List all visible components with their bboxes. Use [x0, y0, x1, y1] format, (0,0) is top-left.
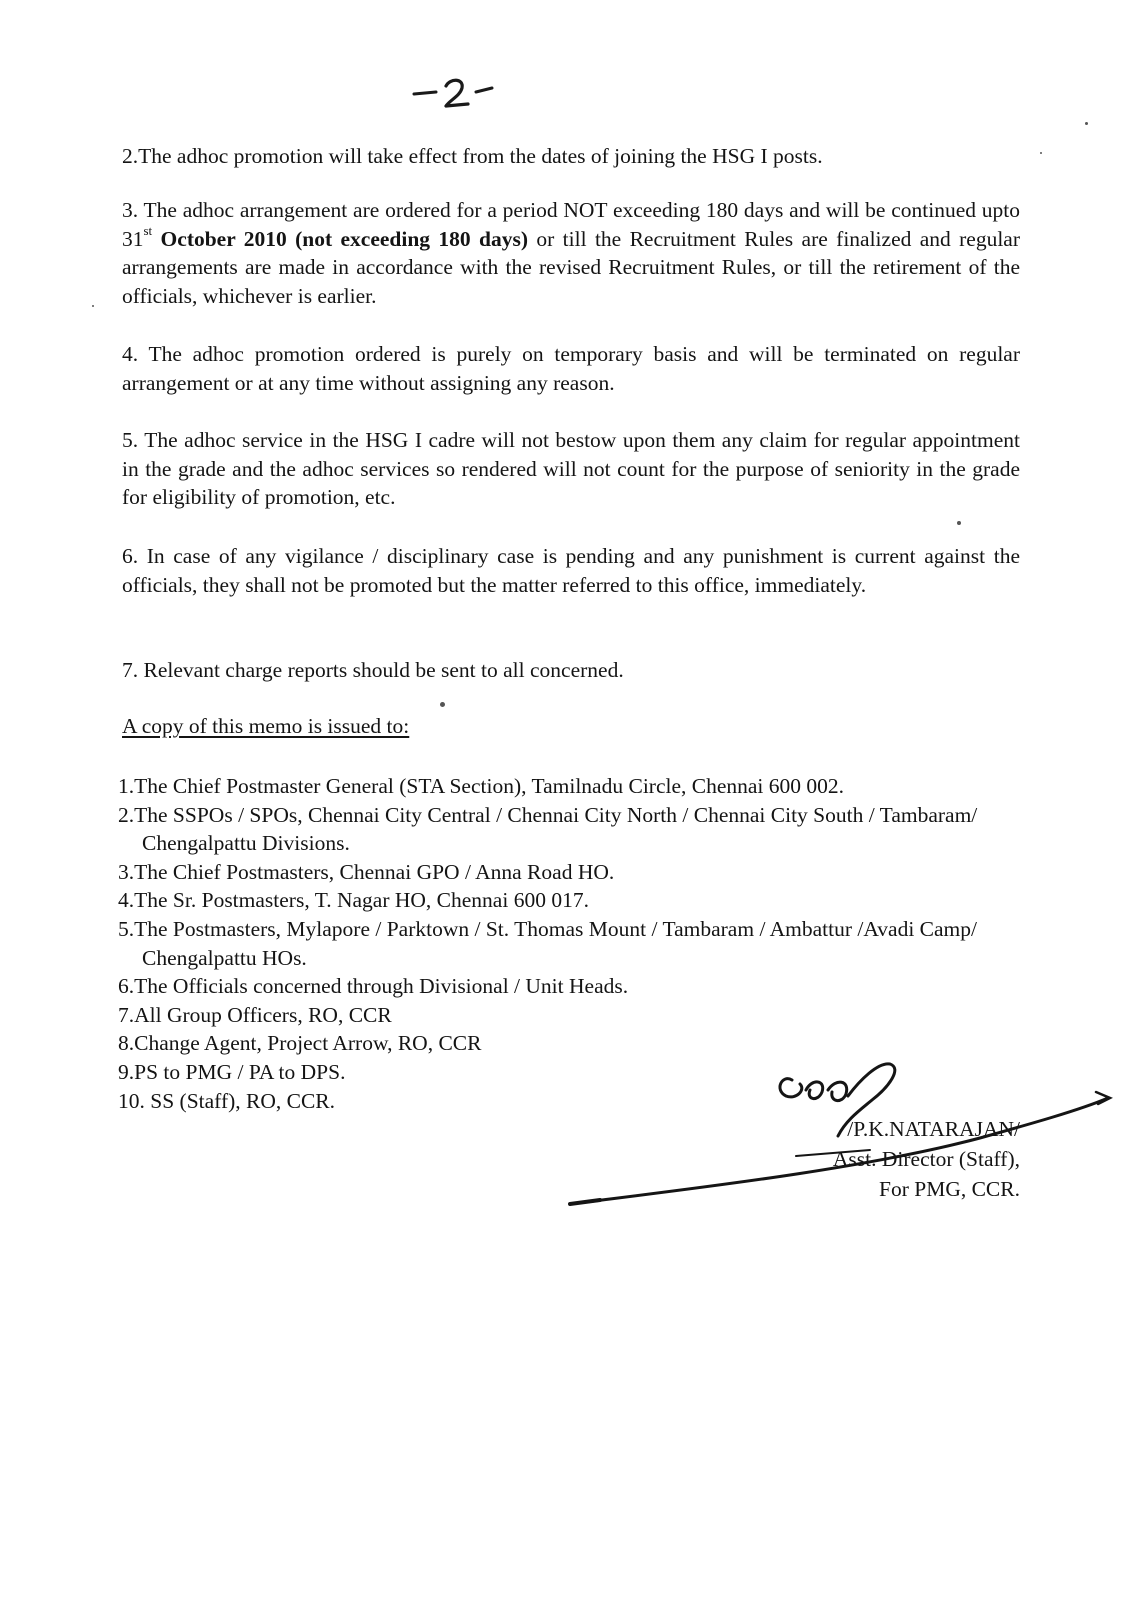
page-number-handwritten: [400, 60, 520, 120]
paragraph-2: 2.The adhoc promotion will take effect from the dates of joining the HSG I posts.: [122, 144, 823, 168]
list-item: 2.The SSPOs / SPOs, Chennai City Central / Chennai City North / Chennai City South / Tambaram/ Chengalpattu Divisions.: [118, 802, 978, 856]
signer-designation: Asst. Director (Staff),: [832, 1147, 1020, 1171]
list-item: 9.PS to PMG / PA to DPS.: [118, 1059, 346, 1084]
paragraph-3: [122, 196, 1020, 310]
scan-speck: [92, 305, 94, 307]
list-item: 1.The Chief Postmaster General (STA Section), Tamilnadu Circle, Chennai 600 002.: [118, 774, 845, 798]
paragraph-5: 5. The adhoc service in the HSG I cadre will not bestow upon them any claim for regular appointment in the grade and the adhoc services so rendered will not count for the purpose of seniority in the grade for eligibility of promotion, etc.: [122, 428, 1020, 509]
list-item: 3.The Chief Postmasters, Chennai GPO / Anna Road HO.: [118, 859, 615, 884]
scan-speck: [1085, 122, 1088, 125]
signer-name: /P.K.NATARAJAN/: [847, 1117, 1020, 1141]
list-item: 6.The Officials concerned through Divisional / Unit Heads.: [118, 974, 629, 999]
signer-office: For PMG, CCR.: [879, 1177, 1020, 1201]
scan-speck: [1040, 152, 1042, 154]
list-item: 5.The Postmasters, Mylapore / Parktown / St. Thomas Mount / Tambaram / Ambattur /Avadi Camp/ Chengalpattu HOs.: [118, 916, 978, 970]
paragraph-4: 4. The adhoc promotion ordered is purely on temporary basis and will be terminated on regular arrangement or at any time without assigning any reason.: [122, 342, 1020, 395]
paragraph-6: 6. In case of any vigilance / disciplinary case is pending and any punishment is current against the officials, they shall not be promoted but the matter referred to this office, immediately.: [122, 544, 1020, 597]
paragraph-3-bold: October 2010 (not exceeding 180 days): [160, 226, 529, 251]
list-item: 7.All Group Officers, RO, CCR: [118, 1002, 392, 1027]
paragraph-3-part2: or till the Recruitment Rules are finalized and regular arrangements are made in accordance with the revised Recruitment Rules, or till the retirement of the officials, whichever is earlier.: [122, 226, 1021, 308]
paragraph-3-part1: 3. The adhoc arrangement are ordered for a period NOT exceeding 180 days and will be continued upto 31: [122, 198, 1020, 251]
scan-speck: [440, 702, 445, 707]
copy-heading: A copy of this memo is issued to:: [122, 714, 410, 738]
list-item: 4.The Sr. Postmasters, T. Nagar HO, Chennai 600 017.: [118, 888, 589, 913]
scan-speck: [957, 521, 961, 525]
list-item: 8.Change Agent, Project Arrow, RO, CCR: [118, 1031, 482, 1056]
paragraph-7: 7. Relevant charge reports should be sent to all concerned.: [122, 658, 624, 682]
paragraph-3-sup: st: [143, 223, 153, 239]
list-item: 10. SS (Staff), RO, CCR.: [118, 1088, 336, 1113]
handwritten-signature: [560, 1060, 1120, 1220]
